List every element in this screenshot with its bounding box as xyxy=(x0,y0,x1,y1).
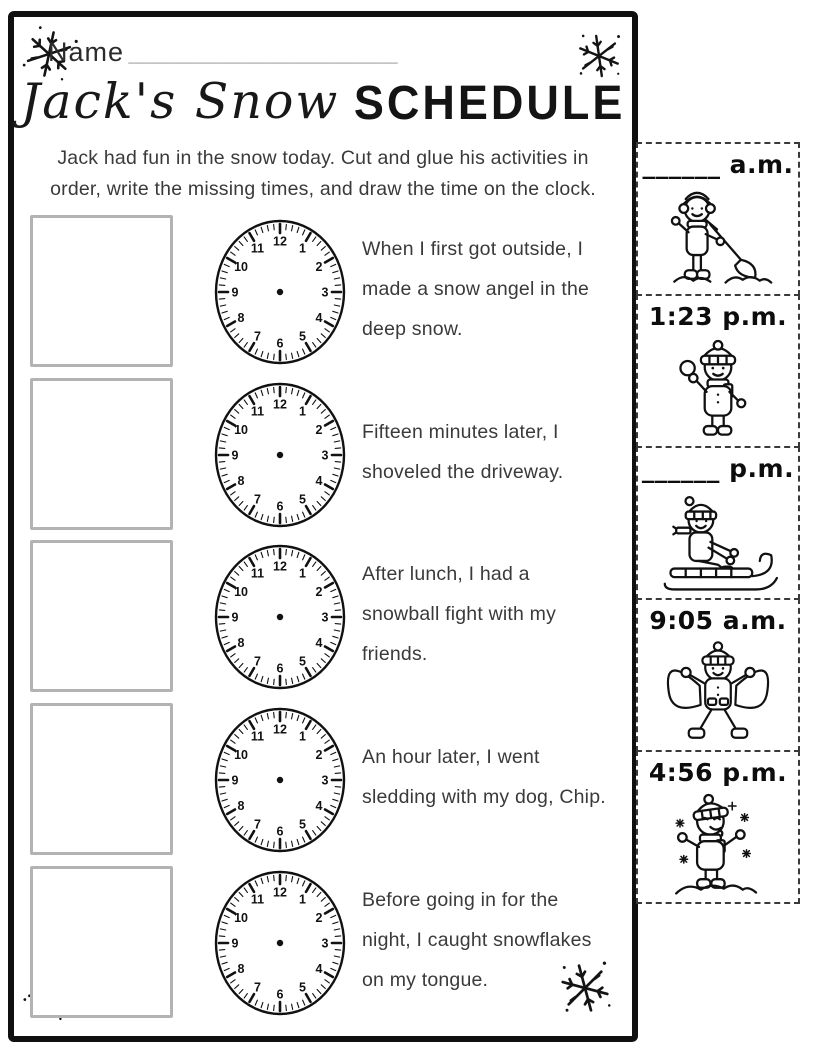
activity-text-line: After lunch, I had a xyxy=(362,563,530,585)
activity-row xyxy=(14,866,632,1018)
activity-text-line: snowball fight with my xyxy=(362,603,557,625)
title-bold-part: SCHEDULE xyxy=(353,74,626,130)
activity-text-line: Before going in for the xyxy=(362,889,559,911)
name-blank-line: ______________________ xyxy=(128,41,398,66)
glue-box xyxy=(30,540,173,692)
instructions-line: order, write the missing times, and draw the time on the clock. xyxy=(50,178,596,200)
activity-text-line: made a snow angel in the xyxy=(362,278,590,300)
card-time: ______ a.m. xyxy=(642,149,794,179)
glue-box xyxy=(30,215,173,367)
kid-making-snow-angel-illustration xyxy=(642,640,794,746)
glue-box xyxy=(30,866,173,1018)
activity-text-line: night, I caught snowflakes xyxy=(362,929,592,951)
clock-face xyxy=(210,380,350,530)
card-time: 1:23 p.m. xyxy=(648,301,788,331)
kid-sledding-illustration xyxy=(642,488,794,594)
activity-text-line: on my tongue. xyxy=(362,969,489,991)
instructions xyxy=(14,143,632,205)
activity-text xyxy=(362,215,630,363)
activity-row xyxy=(14,215,632,367)
schedule-card xyxy=(636,294,800,448)
instructions-line: Jack had fun in the snow today. Cut and glue his activities in xyxy=(57,147,589,169)
card-time: ______ p.m. xyxy=(641,453,795,483)
page-title xyxy=(14,73,632,130)
activity-row xyxy=(14,540,632,692)
activity-text-line: Fifteen minutes later, I xyxy=(362,421,559,443)
kid-holding-snowball-illustration xyxy=(642,336,794,442)
activity-text-line: sledding with my dog, Chip. xyxy=(362,786,606,808)
activity-text xyxy=(362,866,630,1014)
card-time: 4:56 p.m. xyxy=(648,757,788,787)
schedule-card xyxy=(636,446,800,600)
activity-text xyxy=(362,378,630,526)
clock-face xyxy=(210,542,350,692)
name-row xyxy=(48,37,398,68)
clock-face xyxy=(210,217,350,367)
activity-text-line: friends. xyxy=(362,643,428,665)
card-time: 9:05 a.m. xyxy=(649,605,787,635)
kid-shoveling-snow-illustration xyxy=(642,184,794,290)
activity-text-line: When I first got outside, I xyxy=(362,238,584,260)
schedule-card xyxy=(636,598,800,752)
title-script-part: Jack's Snow xyxy=(20,73,340,130)
activity-text-line: An hour later, I went xyxy=(362,746,540,768)
cutout-card-column xyxy=(636,142,800,904)
glue-box xyxy=(30,703,173,855)
glue-box xyxy=(30,378,173,530)
activity-text-line: deep snow. xyxy=(362,318,463,340)
activity-row xyxy=(14,703,632,855)
worksheet-page xyxy=(8,11,638,1042)
clock-face xyxy=(210,705,350,855)
activity-text-line: shoveled the driveway. xyxy=(362,461,564,483)
name-label: Name xyxy=(48,37,125,67)
clock-face xyxy=(210,868,350,1018)
schedule-card xyxy=(636,750,800,904)
activity-text xyxy=(362,703,630,851)
kid-catching-snowflakes-illustration xyxy=(642,792,794,898)
activity-row xyxy=(14,378,632,530)
activity-text xyxy=(362,540,630,688)
schedule-card xyxy=(636,142,800,296)
